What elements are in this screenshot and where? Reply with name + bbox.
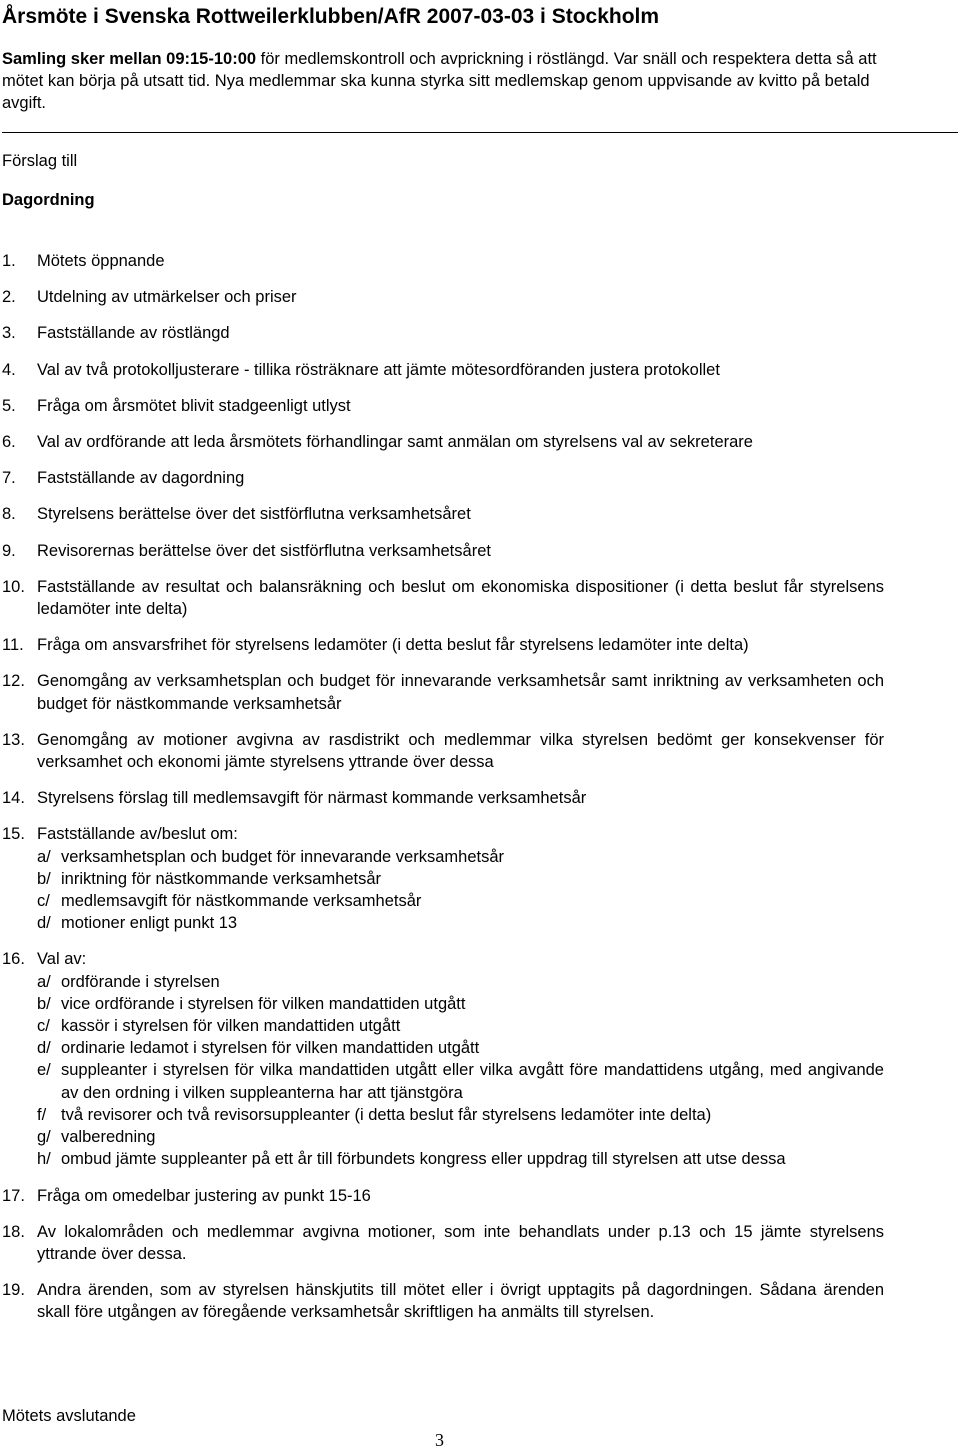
intro-paragraph	[2, 48, 902, 114]
agenda-subitem-letter: e/	[37, 1061, 51, 1080]
agenda-item	[0, 286, 884, 308]
agenda-subitem-text: kassör i styrelsen för vilken mandattiden utgått	[61, 1017, 401, 1036]
agenda-subitem-text: ordförande i styrelsen	[61, 972, 220, 991]
agenda-subitem	[37, 1037, 884, 1059]
agenda-item	[0, 576, 884, 620]
agenda-item-number: 8.	[2, 505, 16, 524]
agenda-subitem-text: motioner enligt punkt 13	[61, 914, 238, 933]
agenda-item-number: 4.	[2, 360, 16, 379]
horizontal-rule	[2, 132, 958, 133]
agenda-item-number: 16.	[2, 950, 25, 969]
agenda-subitem-letter: d/	[37, 914, 51, 933]
agenda-subitem-letter: h/	[37, 1150, 51, 1169]
agenda-item	[0, 431, 884, 453]
agenda-item-text: Mötets öppnande	[37, 252, 165, 270]
agenda-item-text: Genomgång av motioner avgivna av rasdistrikt och medlemmar vilka styrelsen bedömt ger konsekvenser för verksamhet och ekonomi jämte styrelsens yttrande över dessa	[37, 730, 884, 772]
agenda-item-text: Fråga om omedelbar justering av punkt 15-16	[37, 1186, 371, 1205]
agenda-heading: Dagordning	[2, 191, 95, 209]
agenda-subitem-text: ordinarie ledamot i styrelsen för vilken mandattiden utgått	[61, 1039, 480, 1058]
agenda-item	[0, 359, 884, 381]
agenda-subitem-text: inriktning för nästkommande verksamhetsår	[61, 869, 382, 888]
agenda-item-text: Genomgång av verksamhetsplan och budget för innevarande verksamhetsår samt inriktning av verksamheten och budget för nästkommande verksamhetsår	[37, 672, 884, 713]
agenda-item	[0, 395, 884, 417]
agenda-subitem-letter: a/	[37, 972, 51, 991]
intro-text: för medlemskontroll och avprickning i röstlängd. Var snäll och respektera detta så att mötet kan börja på utsatt tid. Nya medlemmar ska kunna styrka sitt medlemskap genom uppvisande av kvitto på betald avgift.	[2, 50, 877, 112]
agenda-item	[0, 1185, 884, 1207]
agenda-list	[0, 250, 884, 1338]
agenda-item-text: Av lokalområden och medlemmar avgivna motioner, som inte behandlats under p.13 och 15 jämte styrelsens yttrande över dessa.	[37, 1222, 884, 1263]
agenda-subitem-letter: c/	[37, 1017, 50, 1036]
agenda-item-text: Andra ärenden, som av styrelsen hänskjutits till mötet eller i övrigt upptagits på dagordningen. Sådana ärenden skall före utgången av föregående verksamhetsår skriftligen ha anmälts till styrelsen.	[37, 1281, 884, 1322]
agenda-subitem-text: ombud jämte suppleanter på ett år till förbundets kongress eller uppdrag till styrelsen att utse dessa	[61, 1150, 786, 1169]
agenda-subitem-letter: a/	[37, 847, 51, 866]
agenda-item-number: 9.	[2, 541, 16, 560]
agenda-subitem	[37, 846, 884, 868]
agenda-item-number: 10.	[2, 577, 25, 596]
agenda-item	[0, 1279, 884, 1323]
agenda-subitem-text: suppleanter i styrelsen för vilka mandattiden utgått eller vilka avgått före mandattidens utgång, med angivande av den ordning i vilken suppleanterna har att tjänstgöra	[61, 1061, 884, 1102]
agenda-item-number: 18.	[2, 1222, 25, 1241]
agenda-item-number: 19.	[2, 1281, 25, 1300]
agenda-item-text: Val av:	[37, 950, 87, 969]
agenda-item-text: Fastställande av dagordning	[37, 469, 245, 488]
agenda-item-text: Styrelsens förslag till medlemsavgift för närmast kommande verksamhetsår	[37, 789, 587, 808]
agenda-item-number: 7.	[2, 469, 16, 488]
closing-line: Mötets avslutande	[2, 1407, 136, 1425]
agenda-subitem-letter: c/	[37, 892, 50, 911]
agenda-subitem	[37, 912, 884, 934]
agenda-subitem-text: vice ordförande i styrelsen för vilken mandattiden utgått	[61, 994, 466, 1013]
agenda-item	[0, 540, 884, 562]
agenda-subitem	[37, 971, 884, 993]
agenda-item	[0, 250, 884, 272]
subtitle: Förslag till	[2, 152, 78, 170]
agenda-sublist	[37, 971, 884, 1171]
agenda-item-number: 2.	[2, 288, 16, 307]
agenda-item	[0, 729, 884, 773]
agenda-item	[0, 503, 884, 525]
agenda-subitem	[37, 1015, 884, 1037]
agenda-subitem	[37, 868, 884, 890]
agenda-subitem-letter: d/	[37, 1039, 51, 1058]
agenda-subitem	[37, 1059, 884, 1103]
agenda-item-text: Revisorernas berättelse över det sistförflutna verksamhetsåret	[37, 541, 491, 560]
agenda-item	[0, 823, 884, 934]
agenda-subitem	[37, 1104, 884, 1126]
agenda-item-text: Fråga om ansvarsfrihet för styrelsens ledamöter (i detta beslut får styrelsens ledamöter inte delta)	[37, 636, 749, 655]
agenda-item-number: 12.	[2, 672, 25, 691]
agenda-item-text: Fastställande av/beslut om:	[37, 825, 238, 844]
agenda-item	[0, 634, 884, 656]
agenda-item	[0, 322, 884, 344]
agenda-item-text: Fråga om årsmötet blivit stadgeenligt utlyst	[37, 396, 351, 415]
agenda-subitem-text: två revisorer och två revisorsuppleanter (i detta beslut får styrelsens ledamöter inte delta)	[61, 1105, 712, 1124]
agenda-item-number: 13.	[2, 730, 25, 749]
agenda-item	[0, 467, 884, 489]
agenda-item	[0, 948, 884, 1170]
agenda-item-number: 14.	[2, 789, 25, 808]
agenda-item	[0, 670, 884, 714]
agenda-item-number: 17.	[2, 1186, 25, 1205]
agenda-item-text: Fastställande av röstlängd	[37, 324, 230, 343]
agenda-subitem	[37, 890, 884, 912]
agenda-item-text: Styrelsens berättelse över det sistförflutna verksamhetsåret	[37, 505, 471, 524]
agenda-subitem-text: verksamhetsplan och budget för innevarande verksamhetsår	[61, 847, 504, 866]
agenda-subitem-text: valberedning	[61, 1128, 156, 1147]
intro-bold-text: Samling sker mellan 09:15-10:00	[2, 50, 257, 68]
agenda-item-text: Utdelning av utmärkelser och priser	[37, 288, 297, 307]
agenda-item-text: Val av ordförande att leda årsmötets förhandlingar samt anmälan om styrelsens val av sekreterare	[37, 433, 753, 452]
document-title: Årsmöte i Svenska Rottweilerklubben/AfR 2007-03-03 i Stockholm	[2, 5, 660, 28]
agenda-item	[0, 1221, 884, 1265]
agenda-subitem	[37, 993, 884, 1015]
agenda-sublist	[37, 846, 884, 935]
agenda-subitem-letter: b/	[37, 994, 51, 1013]
agenda-item-number: 6.	[2, 433, 16, 452]
agenda-item-number: 3.	[2, 324, 16, 343]
page-number: 3	[435, 1430, 444, 1450]
agenda-subitem-letter: b/	[37, 869, 51, 888]
agenda-item-text: Fastställande av resultat och balansräkning och beslut om ekonomiska dispositioner (i detta beslut får styrelsens ledamöter inte delta)	[37, 577, 884, 619]
agenda-item-number: 1.	[2, 252, 16, 270]
agenda-item-text: Val av två protokolljusterare - tillika rösträknare att jämte mötesordföranden justera protokollet	[37, 360, 720, 379]
agenda-subitem	[37, 1126, 884, 1148]
agenda-subitem-letter: f/	[37, 1105, 47, 1124]
agenda-subitem-letter: g/	[37, 1128, 51, 1147]
agenda-subitem	[37, 1148, 884, 1170]
agenda-item-number: 5.	[2, 396, 16, 415]
agenda-item	[0, 787, 884, 809]
agenda-item-number: 11.	[2, 636, 24, 655]
agenda-item-number: 15.	[2, 825, 25, 844]
agenda-subitem-text: medlemsavgift för nästkommande verksamhetsår	[61, 892, 422, 911]
